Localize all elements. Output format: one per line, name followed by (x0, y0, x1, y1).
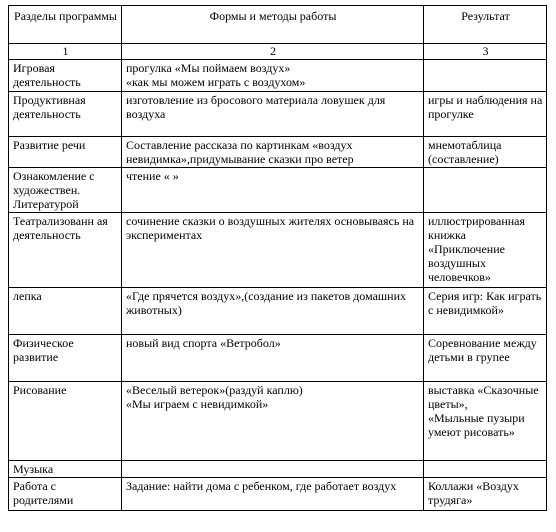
result-cell (424, 168, 547, 213)
result-cell (424, 60, 547, 92)
result-cell: мнемотаблица (составление) (424, 137, 547, 168)
result-cell: Серия игр: Как играть с невидимкой» (424, 288, 547, 335)
section-cell: Рисование (9, 382, 122, 461)
table-row (9, 335, 547, 382)
methods-cell: «Где прячется воздух»,(создание из пакетов домашних животных) (122, 288, 424, 335)
result-cell: игры и наблюдения на прогулке (424, 92, 547, 137)
section-cell: Развитие речи (9, 137, 122, 168)
table-row (9, 60, 547, 92)
header-row (9, 6, 547, 44)
column-number-2: 2 (122, 44, 424, 60)
header-sections: Разделы программы (9, 6, 122, 44)
section-cell: Продуктивная деятельность (9, 92, 122, 137)
column-number-1: 1 (9, 44, 122, 60)
header-result: Результат (424, 6, 547, 44)
methods-cell: Составление рассказа по картинкам «воздух невидимка»,придумывание сказки про ветер (122, 137, 424, 168)
methods-cell: «Веселый ветерок»(раздуй каплю) «Мы играем с невидимкой» (122, 382, 424, 461)
methods-cell: чтение « » (122, 168, 424, 213)
result-cell: выставка «Сказочные цветы», «Мыльные пузыри умеют рисовать» (424, 382, 547, 461)
section-cell: Музыка (9, 461, 122, 478)
column-number-row (9, 44, 547, 60)
methods-cell: новый вид спорта «Ветробол» (122, 335, 424, 382)
methods-cell: сочинение сказки о воздушных жителях основываясь на экспериментах (122, 213, 424, 288)
section-cell: Физическое развитие (9, 335, 122, 382)
methods-cell: изготовление из бросового материала ловушек для воздуха (122, 92, 424, 137)
result-cell (424, 461, 547, 478)
table-row (9, 478, 547, 511)
section-cell: Театрализованн ая деятельность (9, 213, 122, 288)
table-row (9, 137, 547, 168)
program-table (8, 5, 547, 511)
header-methods: Формы и методы работы (122, 6, 424, 44)
column-number-3: 3 (424, 44, 547, 60)
section-cell: Работа с родителями (9, 478, 122, 511)
methods-cell (122, 461, 424, 478)
table-row (9, 168, 547, 213)
methods-cell: Задание: найти дома с ребенком, где работает воздух (122, 478, 424, 511)
result-cell: Соревнование между детьми в групее (424, 335, 547, 382)
result-cell: иллюстрированная книжка «Приключение воздушных человечков» (424, 213, 547, 288)
table-row (9, 461, 547, 478)
table-row (9, 382, 547, 461)
table-row (9, 92, 547, 137)
table-row (9, 288, 547, 335)
section-cell: Ознакомление с художествен. Литературой (9, 168, 122, 213)
result-cell: Коллажи «Воздух трудяга» (424, 478, 547, 511)
section-cell: Игровая деятельность (9, 60, 122, 92)
table-row (9, 213, 547, 288)
methods-cell: прогулка «Мы поймаем воздух» «как мы можем играть с воздухом» (122, 60, 424, 92)
section-cell: лепка (9, 288, 122, 335)
